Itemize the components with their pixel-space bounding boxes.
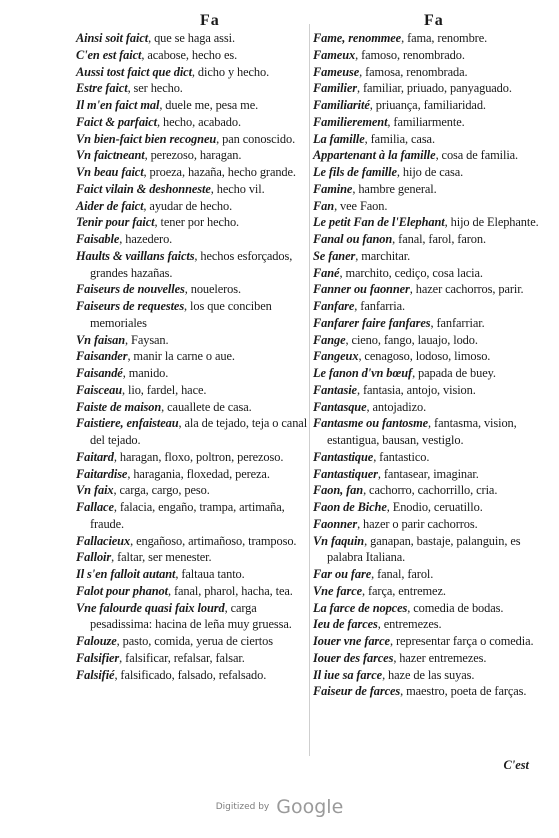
entry-headword: Fanal ou fanon <box>313 232 393 246</box>
entry-definition: , priuança, familiaridad. <box>369 98 486 112</box>
entry-definition: , fanfarria. <box>354 299 406 313</box>
entry-headword: Falsifié <box>76 667 115 682</box>
dictionary-entry <box>76 667 308 684</box>
dictionary-entry <box>313 315 545 332</box>
entry-headword: Faict & parfaict <box>76 114 157 129</box>
dictionary-entry <box>313 265 545 282</box>
entry-headword: Appartenant à la famille <box>313 148 436 163</box>
dictionary-entry <box>313 47 545 64</box>
dictionary-entry <box>76 549 308 566</box>
dictionary-entry <box>76 533 308 550</box>
dictionary-entry <box>313 482 545 499</box>
entry-headword: Falouze <box>76 634 117 648</box>
entry-definition: , hazer entremezes. <box>393 650 487 665</box>
entry-definition: , ganapan, bastaje, palanguin, es palabra Italiana. <box>327 533 521 565</box>
google-logo: Google <box>276 796 344 818</box>
entry-definition: , representar farça o comedia. <box>389 634 534 648</box>
dictionary-entry <box>313 466 545 483</box>
dictionary-entry <box>76 97 308 114</box>
right-column <box>313 30 545 700</box>
entry-headword: Faistiere, enfaisteau <box>76 416 179 431</box>
dictionary-entry <box>76 566 308 583</box>
left-column <box>76 30 308 683</box>
dictionary-entry <box>76 399 308 416</box>
dictionary-entry <box>313 231 545 248</box>
entry-headword: Il iue sa farce <box>313 667 383 682</box>
running-head-left: Fa <box>200 12 220 29</box>
entry-headword: Familierement <box>313 114 388 129</box>
dictionary-entry <box>313 415 545 449</box>
entry-headword: Faiseur de farces <box>313 684 401 699</box>
dictionary-entry <box>313 633 545 650</box>
entry-definition: , hazer o parir cachorros. <box>357 516 478 531</box>
entry-headword: Faitardise <box>76 466 128 481</box>
dictionary-entry <box>76 64 308 81</box>
entry-definition: , que se haga assi. <box>148 31 235 45</box>
entry-headword: Ieu de farces <box>313 617 378 632</box>
entry-definition: , haragania, floxedad, pereza. <box>127 466 270 481</box>
entry-headword: Faisceau <box>76 382 123 397</box>
entry-definition: , pan conoscido. <box>216 131 296 146</box>
entry-headword: Tenir pour faict <box>76 215 155 230</box>
entry-definition: , ayudar de hecho. <box>143 198 233 213</box>
entry-definition: , proeza, hazaña, hecho grande. <box>143 165 296 179</box>
entry-definition: , los que conciben memoriales <box>90 299 272 330</box>
entry-headword: Fan <box>313 198 335 213</box>
dictionary-entry <box>313 198 545 215</box>
catchword: C'est <box>503 758 529 772</box>
entry-headword: Le fanon d'vn bœuf <box>313 366 413 380</box>
entry-definition: , hambre general. <box>352 181 437 196</box>
dictionary-entry <box>313 97 545 114</box>
entry-headword: Aider de faict <box>76 198 144 213</box>
column-divider <box>309 24 310 756</box>
entry-headword: Vne farce <box>313 583 362 598</box>
dictionary-entry <box>76 348 308 365</box>
entry-headword: Faiseurs de nouvelles <box>76 282 185 297</box>
entry-definition: , hazedero. <box>119 232 173 246</box>
entry-headword: Familier <box>313 81 357 96</box>
entry-definition: , famoso, renombrado. <box>355 47 465 62</box>
entry-definition: , acabose, hecho es. <box>141 47 238 62</box>
entry-headword: Fanfare <box>313 299 355 313</box>
entry-headword: Vn beau faict <box>76 165 144 179</box>
running-head-right: Fa <box>424 12 444 29</box>
entry-headword: Familiarité <box>313 98 370 112</box>
entry-headword: Iouer vne farce <box>313 634 390 648</box>
entry-headword: Falot pour phanot <box>76 583 168 598</box>
entry-headword: Faisander <box>76 349 128 364</box>
entry-headword: Faisable <box>76 232 120 246</box>
entry-headword: Fantasque <box>313 399 367 414</box>
dictionary-entry <box>76 365 308 382</box>
dictionary-entry <box>313 583 545 600</box>
dictionary-entry <box>76 466 308 483</box>
dictionary-entry <box>313 281 545 298</box>
entry-definition: , marchitar. <box>355 248 411 263</box>
entry-headword: Il m'en faict mal <box>76 98 160 112</box>
entry-definition: , pasto, comida, yerua de ciertos <box>116 634 273 648</box>
entry-headword: Iouer des farces <box>313 650 394 665</box>
entry-definition: , cieno, fango, lauajo, lodo. <box>345 332 478 347</box>
entry-definition: , fanfarriar. <box>430 315 485 330</box>
entry-definition: , haze de las suyas. <box>382 667 475 682</box>
entry-definition: , fantasma, vision, estantigua, bausan, vestiglo. <box>327 416 517 447</box>
dictionary-entry <box>76 114 308 131</box>
dictionary-entry <box>313 449 545 466</box>
dictionary-entry <box>313 399 545 416</box>
entry-definition: , hazer cachorros, parir. <box>409 282 524 297</box>
entry-headword: La famille <box>313 131 365 146</box>
entry-definition: , hecho vil. <box>210 181 265 196</box>
entry-headword: Vn faictneant <box>76 148 145 163</box>
entry-headword: Fange <box>313 332 346 347</box>
entry-definition: , fama, renombre. <box>401 31 488 45</box>
entry-definition: , papada de buey. <box>412 366 496 380</box>
dictionary-entry <box>313 499 545 516</box>
entry-headword: Ainsi soit faict <box>76 31 149 45</box>
entry-headword: Faict vilain & deshonneste <box>76 181 211 196</box>
entry-headword: C'en est faict <box>76 47 142 62</box>
dictionary-entry <box>313 131 545 148</box>
dictionary-entry <box>76 583 308 600</box>
dictionary-entry <box>76 650 308 667</box>
entry-headword: Vn faix <box>76 483 114 498</box>
entry-definition: , tener por hecho. <box>154 215 240 230</box>
dictionary-entry <box>313 248 545 265</box>
digitized-by-label: Digitized by <box>215 802 270 812</box>
entry-definition: , fanal, pharol, hacha, tea. <box>167 583 293 598</box>
entry-definition: , falsificado, falsado, refalsado. <box>114 667 267 682</box>
dictionary-entry <box>313 64 545 81</box>
entry-headword: Famine <box>313 181 353 196</box>
entry-definition: , fanal, farol, faron. <box>392 232 486 246</box>
dictionary-entry <box>76 633 308 650</box>
dictionary-entry <box>76 298 308 332</box>
entry-headword: Vne falourde quasi faix lourd <box>76 600 225 615</box>
entry-headword: Se faner <box>313 248 356 263</box>
dictionary-entry <box>313 348 545 365</box>
entry-definition: , cosa de familia. <box>435 148 519 163</box>
dictionary-entry <box>313 365 545 382</box>
entry-definition: , marchito, cediço, cosa lacia. <box>339 265 483 280</box>
dictionary-entry <box>76 415 308 449</box>
dictionary-entry <box>76 600 308 634</box>
entry-definition: , falacia, engaño, trampa, artimaña, fraude. <box>90 500 285 531</box>
entry-definition: , hijo de Elephante. <box>444 215 539 230</box>
entry-headword: Faisandé <box>76 366 123 380</box>
dictionary-entry <box>76 164 308 181</box>
entry-definition: , cauallete de casa. <box>161 399 252 414</box>
entry-definition: , falsificar, refalsar, falsar. <box>119 650 245 665</box>
dictionary-entry <box>313 298 545 315</box>
entry-headword: Faon de Biche <box>313 500 387 514</box>
entry-definition: , entremezes. <box>377 617 442 632</box>
entry-headword: Fangeux <box>313 349 359 364</box>
entry-definition: , perezoso, haragan. <box>144 148 242 163</box>
entry-headword: Vn faisan <box>76 332 126 347</box>
entry-headword: Fanfarer faire fanfares <box>313 315 431 330</box>
dictionary-entry <box>313 214 545 231</box>
entry-headword: Haults & vaillans faicts <box>76 248 195 263</box>
entry-headword: Fameux <box>313 47 356 62</box>
entry-definition: , carga pesadissima: hacina de leña muy gruessa. <box>90 600 292 632</box>
dictionary-entry <box>76 332 308 349</box>
entry-definition: , hechos esforçados, grandes hazañas. <box>90 248 293 280</box>
entry-definition: , maestro, poeta de farças. <box>400 684 527 699</box>
entry-definition: , carga, cargo, peso. <box>113 483 210 498</box>
entry-definition: , engañoso, artimañoso, tramposo. <box>130 533 297 548</box>
entry-headword: Aussi tost faict que dict <box>76 64 192 79</box>
dictionary-entry <box>76 30 308 47</box>
entry-definition: , Faysan. <box>125 332 169 347</box>
entry-headword: Fameuse <box>313 64 360 79</box>
dictionary-entry <box>313 600 545 617</box>
entry-definition: , lio, fardel, hace. <box>122 382 207 397</box>
entry-headword: Fame, renommee <box>313 31 402 45</box>
dictionary-entry <box>76 47 308 64</box>
dictionary-entry <box>313 667 545 684</box>
entry-headword: Fantasie <box>313 382 357 397</box>
scan-footer <box>0 796 559 818</box>
dictionary-entry <box>76 198 308 215</box>
entry-headword: Vn bien-faict bien recogneu <box>76 131 217 146</box>
entry-definition: , fanal, farol. <box>371 567 434 581</box>
entry-definition: , cachorro, cachorrillo, cria. <box>363 483 498 498</box>
entry-definition: , ser hecho. <box>127 81 183 96</box>
dictionary-entry <box>76 214 308 231</box>
entry-definition: , fantasia, antojo, vision. <box>356 382 476 397</box>
entry-definition: , faltar, ser menester. <box>111 550 212 565</box>
entry-definition: , haragan, floxo, poltron, perezoso. <box>113 449 284 464</box>
dictionary-entry <box>313 30 545 47</box>
dictionary-entry <box>76 449 308 466</box>
entry-headword: Le petit Fan de l'Elephant <box>313 215 445 230</box>
dictionary-entry <box>313 616 545 633</box>
entry-definition: , fantasear, imaginar. <box>377 466 479 481</box>
entry-headword: Falloir <box>76 550 112 565</box>
entry-headword: Fantasme ou fantosme <box>313 416 429 431</box>
entry-definition: , familiar, priuado, panyaguado. <box>356 81 512 96</box>
entry-definition: , noueleros. <box>184 282 241 297</box>
entry-definition: , familiarmente. <box>387 114 465 129</box>
dictionary-entry <box>76 382 308 399</box>
entry-definition: , familia, casa. <box>364 131 435 146</box>
entry-definition: , hijo de casa. <box>396 165 464 179</box>
dictionary-entry <box>76 80 308 97</box>
entry-headword: Faiseurs de requestes <box>76 299 185 313</box>
dictionary-entry <box>313 533 545 567</box>
dictionary-entry <box>313 181 545 198</box>
dictionary-entry <box>76 181 308 198</box>
dictionary-entry <box>313 516 545 533</box>
entry-headword: Fallacieux <box>76 533 131 548</box>
entry-headword: Far ou fare <box>313 567 372 581</box>
entry-definition: , antojadizo. <box>366 399 427 414</box>
dictionary-entry <box>313 114 545 131</box>
dictionary-entry <box>76 499 308 533</box>
entry-definition: , manido. <box>122 366 169 380</box>
entry-headword: Faitard <box>76 449 114 464</box>
entry-headword: La farce de nopces <box>313 600 408 615</box>
dictionary-entry <box>76 147 308 164</box>
entry-definition: , dicho y hecho. <box>191 64 270 79</box>
dictionary-entry <box>313 683 545 700</box>
dictionary-entry <box>76 482 308 499</box>
dictionary-entry <box>76 248 308 282</box>
entry-headword: Fanner ou faonner <box>313 282 410 297</box>
dictionary-entry <box>313 80 545 97</box>
entry-definition: , ala de tejado, teja o canal del tejado. <box>90 416 308 447</box>
dictionary-entry <box>76 281 308 298</box>
dictionary-entry <box>313 332 545 349</box>
dictionary-entry <box>313 164 545 181</box>
entry-headword: Il s'en falloit autant <box>76 567 176 581</box>
entry-definition: , manir la carne o aue. <box>127 349 235 364</box>
entry-definition: , vee Faon. <box>334 198 388 213</box>
entry-headword: Le fils de famille <box>313 165 397 179</box>
entry-definition: , hecho, acabado. <box>157 114 241 129</box>
entry-definition: , duele me, pesa me. <box>159 98 259 112</box>
entry-definition: , cenagoso, lodoso, limoso. <box>358 349 491 364</box>
entry-headword: Fané <box>313 265 340 280</box>
dictionary-entry <box>76 231 308 248</box>
entry-headword: Faonner <box>313 516 358 531</box>
entry-definition: , famosa, renombrada. <box>359 64 468 79</box>
entry-definition: , fantastico. <box>373 449 430 464</box>
entry-headword: Fallace <box>76 500 114 514</box>
entry-headword: Estre faict <box>76 81 128 96</box>
dictionary-entry <box>313 382 545 399</box>
entry-headword: Faon, fan <box>313 483 364 498</box>
entry-definition: , Enodio, ceruatillo. <box>386 500 483 514</box>
entry-definition: , faltaua tanto. <box>175 567 245 581</box>
entry-headword: Vn faquin <box>313 533 365 548</box>
dictionary-entry <box>76 131 308 148</box>
dictionary-entry <box>313 650 545 667</box>
entry-headword: Faiste de maison <box>76 399 162 414</box>
entry-headword: Fantastique <box>313 449 374 464</box>
entry-definition: , farça, entremez. <box>362 583 446 598</box>
entry-headword: Falsifier <box>76 650 120 665</box>
entry-headword: Fantastiquer <box>313 466 378 481</box>
dictionary-entry <box>313 566 545 583</box>
dictionary-entry <box>313 147 545 164</box>
entry-definition: , comedia de bodas. <box>407 600 504 615</box>
